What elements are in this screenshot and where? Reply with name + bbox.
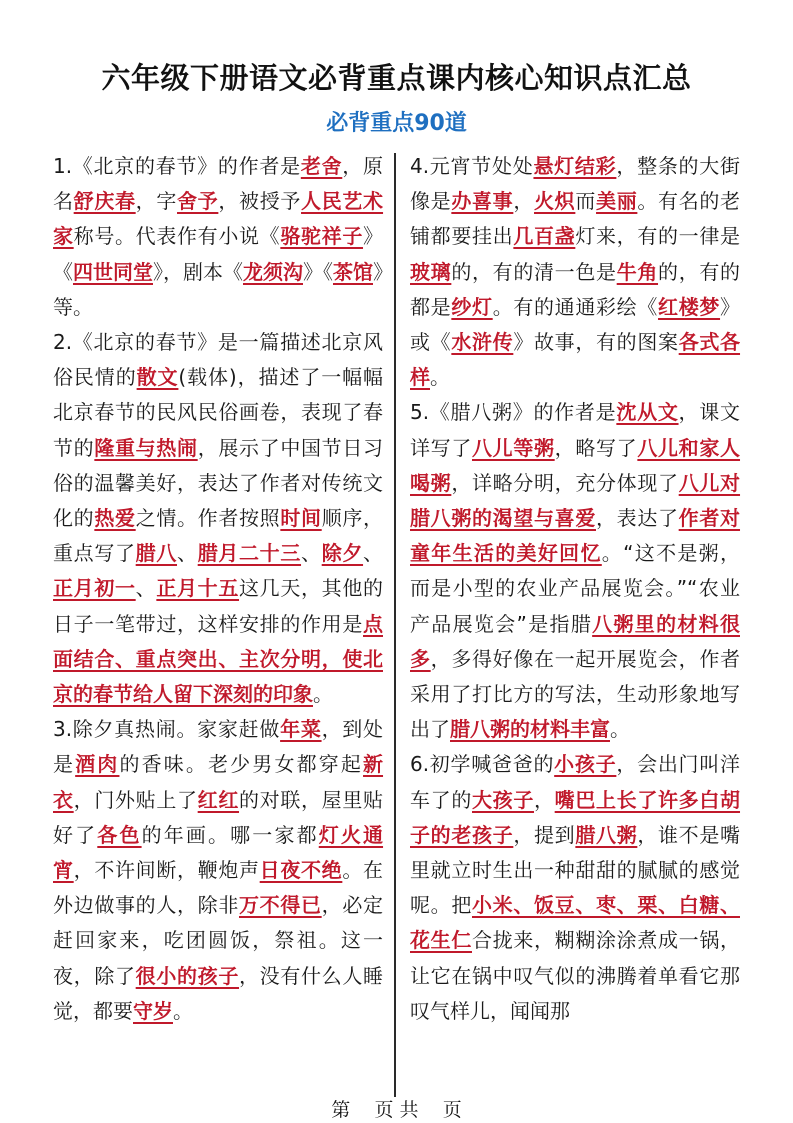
text-run: 。 xyxy=(313,682,333,707)
key-term: 茶馆 xyxy=(333,259,373,284)
footer-page-label: 第 xyxy=(331,1099,351,1121)
text-run: 顺序，重点写了 xyxy=(53,506,384,566)
key-term: 骆驼祥子 xyxy=(280,224,364,249)
page-title: 六年级下册语文必背重点课内核心知识点汇总 xyxy=(101,61,692,95)
text-run: ，没有什么人睡觉，都要 xyxy=(53,963,384,1023)
text-run: 》故事，有的图案 xyxy=(513,330,679,355)
text-run: 的香味。老少男女都穿起 xyxy=(119,752,364,777)
key-term: 八儿和家人喝粥 xyxy=(410,435,741,495)
paragraph-1 xyxy=(53,149,383,325)
key-term: 八儿对腊八粥的渴望与喜爱 xyxy=(410,470,741,531)
key-term: 人民艺术家 xyxy=(53,189,384,249)
text-run: ，课文详写了 xyxy=(410,400,741,460)
text-run: 的，有的清一色是 xyxy=(451,259,617,284)
key-term: 除夕 xyxy=(321,541,364,566)
text-run: 》或《 xyxy=(410,294,741,355)
key-term: 水浒传 xyxy=(451,330,514,355)
key-term: 办喜事 xyxy=(451,189,514,214)
text-run: (载体)，描述了一幅幅北京春节的民风民俗画卷，表现了春节的 xyxy=(53,365,384,460)
text-run: ，门外贴上了 xyxy=(73,787,198,812)
text-run: ，略写了 xyxy=(554,435,638,460)
key-term: 大孩子 xyxy=(472,787,534,812)
key-term: 腊八粥 xyxy=(575,822,638,847)
text-run: 。“这不是粥，而是小型的农业产品展览会。”“农业产品展览会”是指腊 xyxy=(410,541,740,636)
footer-total-word: 页 xyxy=(442,1099,462,1121)
text-run: ，会出门叫洋车了的 xyxy=(410,752,740,812)
key-term: 年菜 xyxy=(280,717,322,742)
key-term: 守岁 xyxy=(133,998,173,1023)
key-term: 龙须沟 xyxy=(243,259,303,284)
text-run: ，到处是 xyxy=(53,717,384,777)
key-term: 红楼梦 xyxy=(658,294,721,319)
text-run: 、 xyxy=(135,576,157,601)
text-run: ，详略分明，充分体现了 xyxy=(451,470,679,495)
text-run: 的对联，屋里贴好了 xyxy=(53,787,384,847)
key-term: 热爱 xyxy=(94,506,136,531)
text-run: 》《 xyxy=(53,224,384,284)
paragraph-6 xyxy=(410,747,740,1029)
text-run: ，被授予 xyxy=(218,189,302,214)
key-term: 灯火通宵 xyxy=(53,822,384,883)
key-term: 舒庆春 xyxy=(73,189,136,214)
key-term: 舍予 xyxy=(177,189,219,214)
text-run: ，多得好像在一起开展览会，作者采用了打比方的写法，生动形象地写出了 xyxy=(410,646,741,742)
column-divider xyxy=(394,153,396,1097)
text-run: 》，剧本《 xyxy=(153,259,243,284)
key-term: 八儿等粥 xyxy=(472,435,555,460)
text-run: ，原名 xyxy=(53,154,384,214)
text-run: 的，有的都是 xyxy=(410,259,741,319)
page-subtitle: 必背重点90道 xyxy=(326,111,467,136)
key-term: 悬灯结彩 xyxy=(533,154,617,178)
key-term: 纱灯 xyxy=(451,294,493,319)
left-column xyxy=(53,149,383,1029)
text-run: 的年画。哪一家都 xyxy=(141,822,319,847)
key-term: 牛角 xyxy=(616,259,659,284)
text-run: 5.《腊八粥》的作者是 xyxy=(410,400,617,425)
key-term: 小孩子 xyxy=(554,752,617,777)
text-run: 。 xyxy=(610,717,630,742)
key-term: 酒肉 xyxy=(75,752,120,777)
text-run: ，谁不是嘴里就立时生出一种甜甜的腻腻的感觉呢。把 xyxy=(410,822,741,918)
text-run: ，必定赶回家来，吃团圆饭，祭祖。这一夜，除了 xyxy=(53,893,384,988)
text-run: ，展示了中国节日习俗的温馨美好，表达了作者对传统文化的 xyxy=(53,435,384,531)
paragraph-5 xyxy=(410,395,740,747)
paragraph-2 xyxy=(53,325,383,712)
paragraph-3 xyxy=(53,712,383,1029)
text-run: 这几天，其他的日子一笔带过，这样安排的作用是 xyxy=(53,576,384,636)
key-term: 腊月二十三 xyxy=(197,541,302,566)
text-run: 之情。作者按照 xyxy=(135,506,281,531)
key-term: 新衣 xyxy=(53,752,384,812)
text-run: 而 xyxy=(575,189,597,214)
key-term: 腊八 xyxy=(135,541,178,566)
key-term: 嘴巴上长了许多白胡子的老孩子 xyxy=(410,787,741,847)
text-run: ，提到 xyxy=(513,822,576,847)
key-term: 各色 xyxy=(97,822,142,847)
text-run: 灯来，有的一律是 xyxy=(575,224,741,249)
key-term: 八粥里的材料很多 xyxy=(410,611,740,671)
right-column xyxy=(410,149,740,1029)
text-run: 。有名的老铺都要挂出 xyxy=(410,189,741,249)
key-term: 玻璃 xyxy=(410,259,452,284)
key-term: 四世同堂 xyxy=(73,259,153,284)
text-run: ， xyxy=(513,189,535,214)
text-run: ，字 xyxy=(135,189,178,214)
key-term: 万不得已 xyxy=(239,893,322,918)
key-term: 火炽 xyxy=(534,189,576,214)
key-term: 隆重与热闹 xyxy=(94,435,198,460)
text-run: ，不许间断，鞭炮声 xyxy=(73,858,260,883)
key-term: 点面结合、重点突出、主次分明，使北京的春节给人留下深刻的印象 xyxy=(53,611,383,707)
text-run: 、 xyxy=(363,541,384,566)
key-term: 各式各样 xyxy=(410,330,741,390)
text-run: 》《 xyxy=(303,259,333,284)
text-run: 6.初学喊爸爸的 xyxy=(410,752,555,777)
text-run: 称号。代表作有小说《 xyxy=(73,224,281,249)
text-run: 2.《北京的春节》是一篇描述北京风俗民情的 xyxy=(53,330,383,390)
key-term: 美丽 xyxy=(596,189,638,214)
key-term: 时间 xyxy=(280,506,322,531)
text-run: ，整条的大街像是 xyxy=(410,154,741,214)
text-run: 。 xyxy=(430,365,450,390)
text-run: 3.除夕真热闹。家家赶做 xyxy=(53,717,281,742)
footer-total-label: 共 xyxy=(399,1099,419,1121)
key-term: 红红 xyxy=(197,787,240,812)
key-term: 正月初一 xyxy=(53,576,136,601)
key-term: 很小的孩子 xyxy=(135,963,240,988)
key-term: 几百盏 xyxy=(513,224,576,249)
text-run: ， xyxy=(534,787,555,812)
key-term: 作者对童年生活的美好回忆 xyxy=(410,506,741,566)
text-run: 。有的通通彩绘《 xyxy=(492,294,659,319)
key-term: 腊八粥的材料丰富 xyxy=(450,717,610,742)
text-run: 。在外边做事的人，除非 xyxy=(53,858,384,918)
key-term: 散文 xyxy=(136,365,179,390)
key-term: 日夜不绝 xyxy=(259,858,343,883)
page-footer xyxy=(0,1097,793,1123)
key-term: 沈从文 xyxy=(616,400,679,425)
paragraph-4 xyxy=(410,149,740,395)
footer-page-word: 页 xyxy=(374,1099,394,1121)
text-run: 》等。 xyxy=(53,259,383,319)
key-term: 老舍 xyxy=(300,154,343,178)
text-run: 、 xyxy=(301,541,322,566)
text-run: 合拢来，糊糊涂涂煮成一锅，让它在锅中叹气似的沸腾着单看它那叹气样儿，闻闻那 xyxy=(410,928,740,1023)
text-run: 4.元宵节处处 xyxy=(410,154,534,178)
key-term: 小米、饭豆、枣、栗、白糖、花生仁 xyxy=(410,893,740,953)
key-term: 正月十五 xyxy=(156,576,240,601)
text-run: 。 xyxy=(173,998,193,1023)
text-run: 、 xyxy=(177,541,198,566)
text-run: 1.《北京的春节》的作者是 xyxy=(53,154,301,178)
text-run: ，表达了 xyxy=(596,506,679,531)
